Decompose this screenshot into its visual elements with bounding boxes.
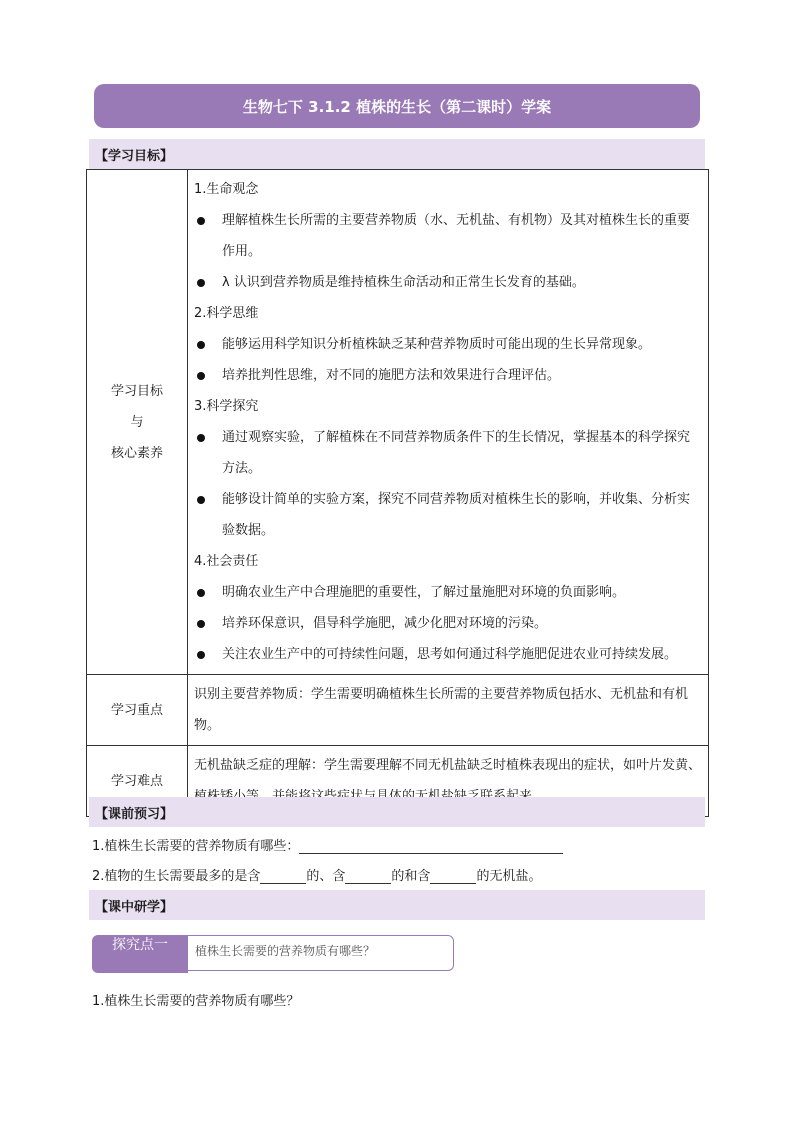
goals-table — [86, 169, 709, 817]
difficult-points-label: 学习难点 — [87, 746, 188, 817]
explore-point-1 — [92, 935, 456, 973]
answer-blank[interactable] — [299, 839, 563, 854]
preview-question-2 — [92, 865, 541, 884]
preview-q2-part-2: 的、含 — [306, 869, 346, 884]
goals-label-line-1: 学习目标 — [110, 383, 163, 399]
goal-heading-1: 1.生命观念 — [194, 182, 259, 197]
preview-question-1-text: 1.植株生长需要的营养物质有哪些： — [92, 839, 300, 854]
goal-bullet: 关注农业生产中的可持续性问题，思考如何通过科学施肥促进农业可持续发展。 — [194, 639, 702, 670]
answer-blank[interactable] — [345, 869, 391, 884]
section-study-header: 【课中研学】 — [89, 890, 705, 920]
goals-label-cell — [87, 170, 188, 675]
goals-label-line-2: 与 — [130, 414, 144, 430]
explore-tag: 探究点一 — [92, 935, 188, 973]
goals-content-cell — [188, 170, 709, 675]
goal-bullet: 明确农业生产中合理施肥的重要性，了解过量施肥对环境的负面影响。 — [194, 577, 702, 608]
preview-q2-part-4: 的无机盐。 — [476, 869, 542, 884]
goal-bullet: 能够设计简单的实验方案，探究不同营养物质对植株生长的影响，并收集、分析实验数据。 — [194, 484, 702, 546]
goal-bullet: 培养批判性思维，对不同的施肥方法和效果进行合理评估。 — [194, 360, 702, 391]
preview-q2-part-1: 2.植物的生长需要最多的是含 — [92, 869, 261, 884]
goals-label-line-3: 核心素养 — [110, 445, 163, 461]
goal-bullet: 通过观察实验，了解植株在不同营养物质条件下的生长情况，掌握基本的科学探究方法。 — [194, 422, 702, 484]
explore-topic: 植株生长需要的营养物质有哪些？ — [184, 935, 454, 971]
section-goals-header: 【学习目标】 — [89, 139, 705, 169]
key-points-label: 学习重点 — [87, 675, 188, 746]
preview-question-1 — [92, 835, 563, 854]
difficult-points-text: 无机盐缺乏症的理解：学生需要理解不同无机盐缺乏时植株表现出的症状，如叶片发黄、 — [188, 746, 709, 817]
goal-bullet: λ 认识到营养物质是维持植株生命活动和正常生长发育的基础。 — [194, 267, 702, 298]
goal-heading-2: 2.科学思维 — [194, 306, 259, 321]
goal-bullet: 能够运用科学知识分析植株缺乏某种营养物质时可能出现的生长异常现象。 — [194, 329, 702, 360]
explore-question-1: 1.植株生长需要的营养物质有哪些？ — [92, 994, 300, 1009]
goal-bullet: 理解植株生长所需的主要营养物质（水、无机盐、有机物）及其对植株生长的重要作用。 — [194, 205, 702, 267]
section-preview-header: 【课前预习】 — [89, 797, 705, 827]
goal-heading-3: 3.科学探究 — [194, 399, 259, 414]
preview-q2-part-3: 的和含 — [391, 869, 431, 884]
goal-bullet: 培养环保意识，倡导科学施肥，减少化肥对环境的污染。 — [194, 608, 702, 639]
page-title: 生物七下 3.1.2 植株的生长（第二课时）学案 — [94, 84, 700, 128]
answer-blank[interactable] — [430, 869, 476, 884]
answer-blank[interactable] — [260, 869, 306, 884]
key-points-text: 识别主要营养物质：学生需要明确植株生长所需的主要营养物质包括水、无机盐和有机物。 — [188, 675, 709, 746]
goal-heading-4: 4.社会责任 — [194, 554, 259, 569]
